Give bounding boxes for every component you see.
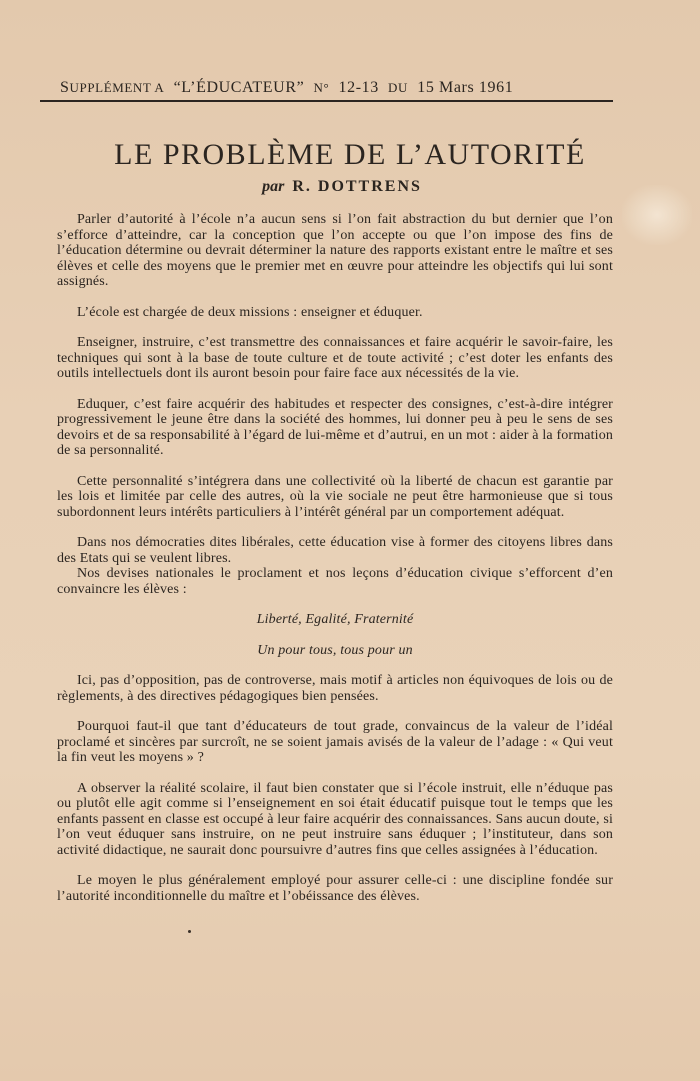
byline <box>0 178 684 196</box>
paragraph: Nos devises nationales le proclament et nos leçons d’éducation civique s’efforcent d’en convaincre les élèves : <box>57 566 613 597</box>
paragraph: Cette personnalité s’intégrera dans une collectivité où la liberté de chacun est garantie par les lois et limitée par celle des autres, où la vie sociale ne peut être harmonieuse que si tous subordonnent leurs intérêts particuliers à l’intérêt général par un comportement adéquat. <box>57 473 613 520</box>
header-supplement: UPPLÉMENT A <box>69 80 165 95</box>
paragraph: Dans nos démocraties dites libérales, cette éducation vise à former des citoyens libres dans des Etats qui se veulent libres. <box>57 535 613 566</box>
header-text <box>60 79 513 97</box>
header-du: DU <box>388 80 409 95</box>
byline-par: par <box>262 178 285 195</box>
paragraph: Eduquer, c’est faire acquérir des habitudes et respecter des consignes, c’est-à-dire intégrer progressivement le jeune être dans la société des hommes, lui donner peu à peu le sens de ses devoirs et de sa responsabilité à l’égard de lui-même et d’autrui, en un mot : aider à la formation de sa personnalité. <box>57 396 613 458</box>
running-header <box>40 78 613 102</box>
paragraph: A observer la réalité scolaire, il faut bien constater que si l’école instruit, elle n’éduque pas ou plutôt elle agit comme si l’enseignement en soi était éducatif puisque tout le temps que les enfants passent en classe est occupé à leur faire acquérir des connaissances. Sans aucun doute, si l’on veut éduquer sans instruire, on ne peut instruire sans éduquer ; l’instituteur, dans son activité didactique, ne saurait donc poursuivre d’autres fins que celles assignées à l’éducation. <box>57 780 613 858</box>
paragraph: Ici, pas d’opposition, pas de controverse, mais motif à articles non équivoques de lois ou de règlements, à des directives pédagogiques bien pensées. <box>57 673 613 704</box>
paragraph: Pourquoi faut-il que tant d’éducateurs de tout grade, convaincus de la valeur de l’idéal proclamé et sincères par surcroît, ne se soient jamais avisés de la valeur de l’adage : « Qui veut la fin veut les moyens » ? <box>57 719 613 765</box>
header-number: 12-13 <box>338 79 379 96</box>
header-date: 15 Mars 1961 <box>417 79 514 96</box>
motto: Liberté, Egalité, Fraternité <box>256 612 414 627</box>
paragraph: Le moyen le plus généralement employé pour assurer celle-ci : une discipline fondée sur l’autorité inconditionnelle du maître et l’obéissance des élèves. <box>57 873 613 904</box>
paragraph: Parler d’autorité à l’école n’a aucun sens si l’on fait abstraction du but dernier que l’on s’efforce d’atteindre, car la conception que l’on accepte ou que l’on impose des fins de l’éducation détermine ou devrait déterminer la nature des rapports existant entre le maître et ses élèves et celle des moyens que le premier met en œuvre pour atteindre les objectifs qui lui sont assignés. <box>57 212 613 289</box>
byline-author: R. DOTTRENS <box>292 178 422 195</box>
article-title: LE PROBLÈME DE L’AUTORITÉ <box>114 138 586 171</box>
paragraph: L’école est chargée de deux missions : enseigner et éduquer. <box>77 304 423 320</box>
header-supplement-cap: S <box>60 79 70 96</box>
header-number-label: N° <box>313 80 330 95</box>
motto: Un pour tous, tous pour un <box>257 642 413 658</box>
ink-dot <box>188 930 191 933</box>
paragraph: Enseigner, instruire, c’est transmettre des connaissances et faire acquérir le savoir-faire, les techniques qui sont à la base de toute culture et de toute activité ; c’est doter les enfants des outils intellectuels dont ils auront besoin pour faire face aux nécessités de la vie. <box>57 335 613 381</box>
article-body <box>57 212 613 919</box>
header-publication: “L’ÉDUCATEUR” <box>173 79 305 96</box>
